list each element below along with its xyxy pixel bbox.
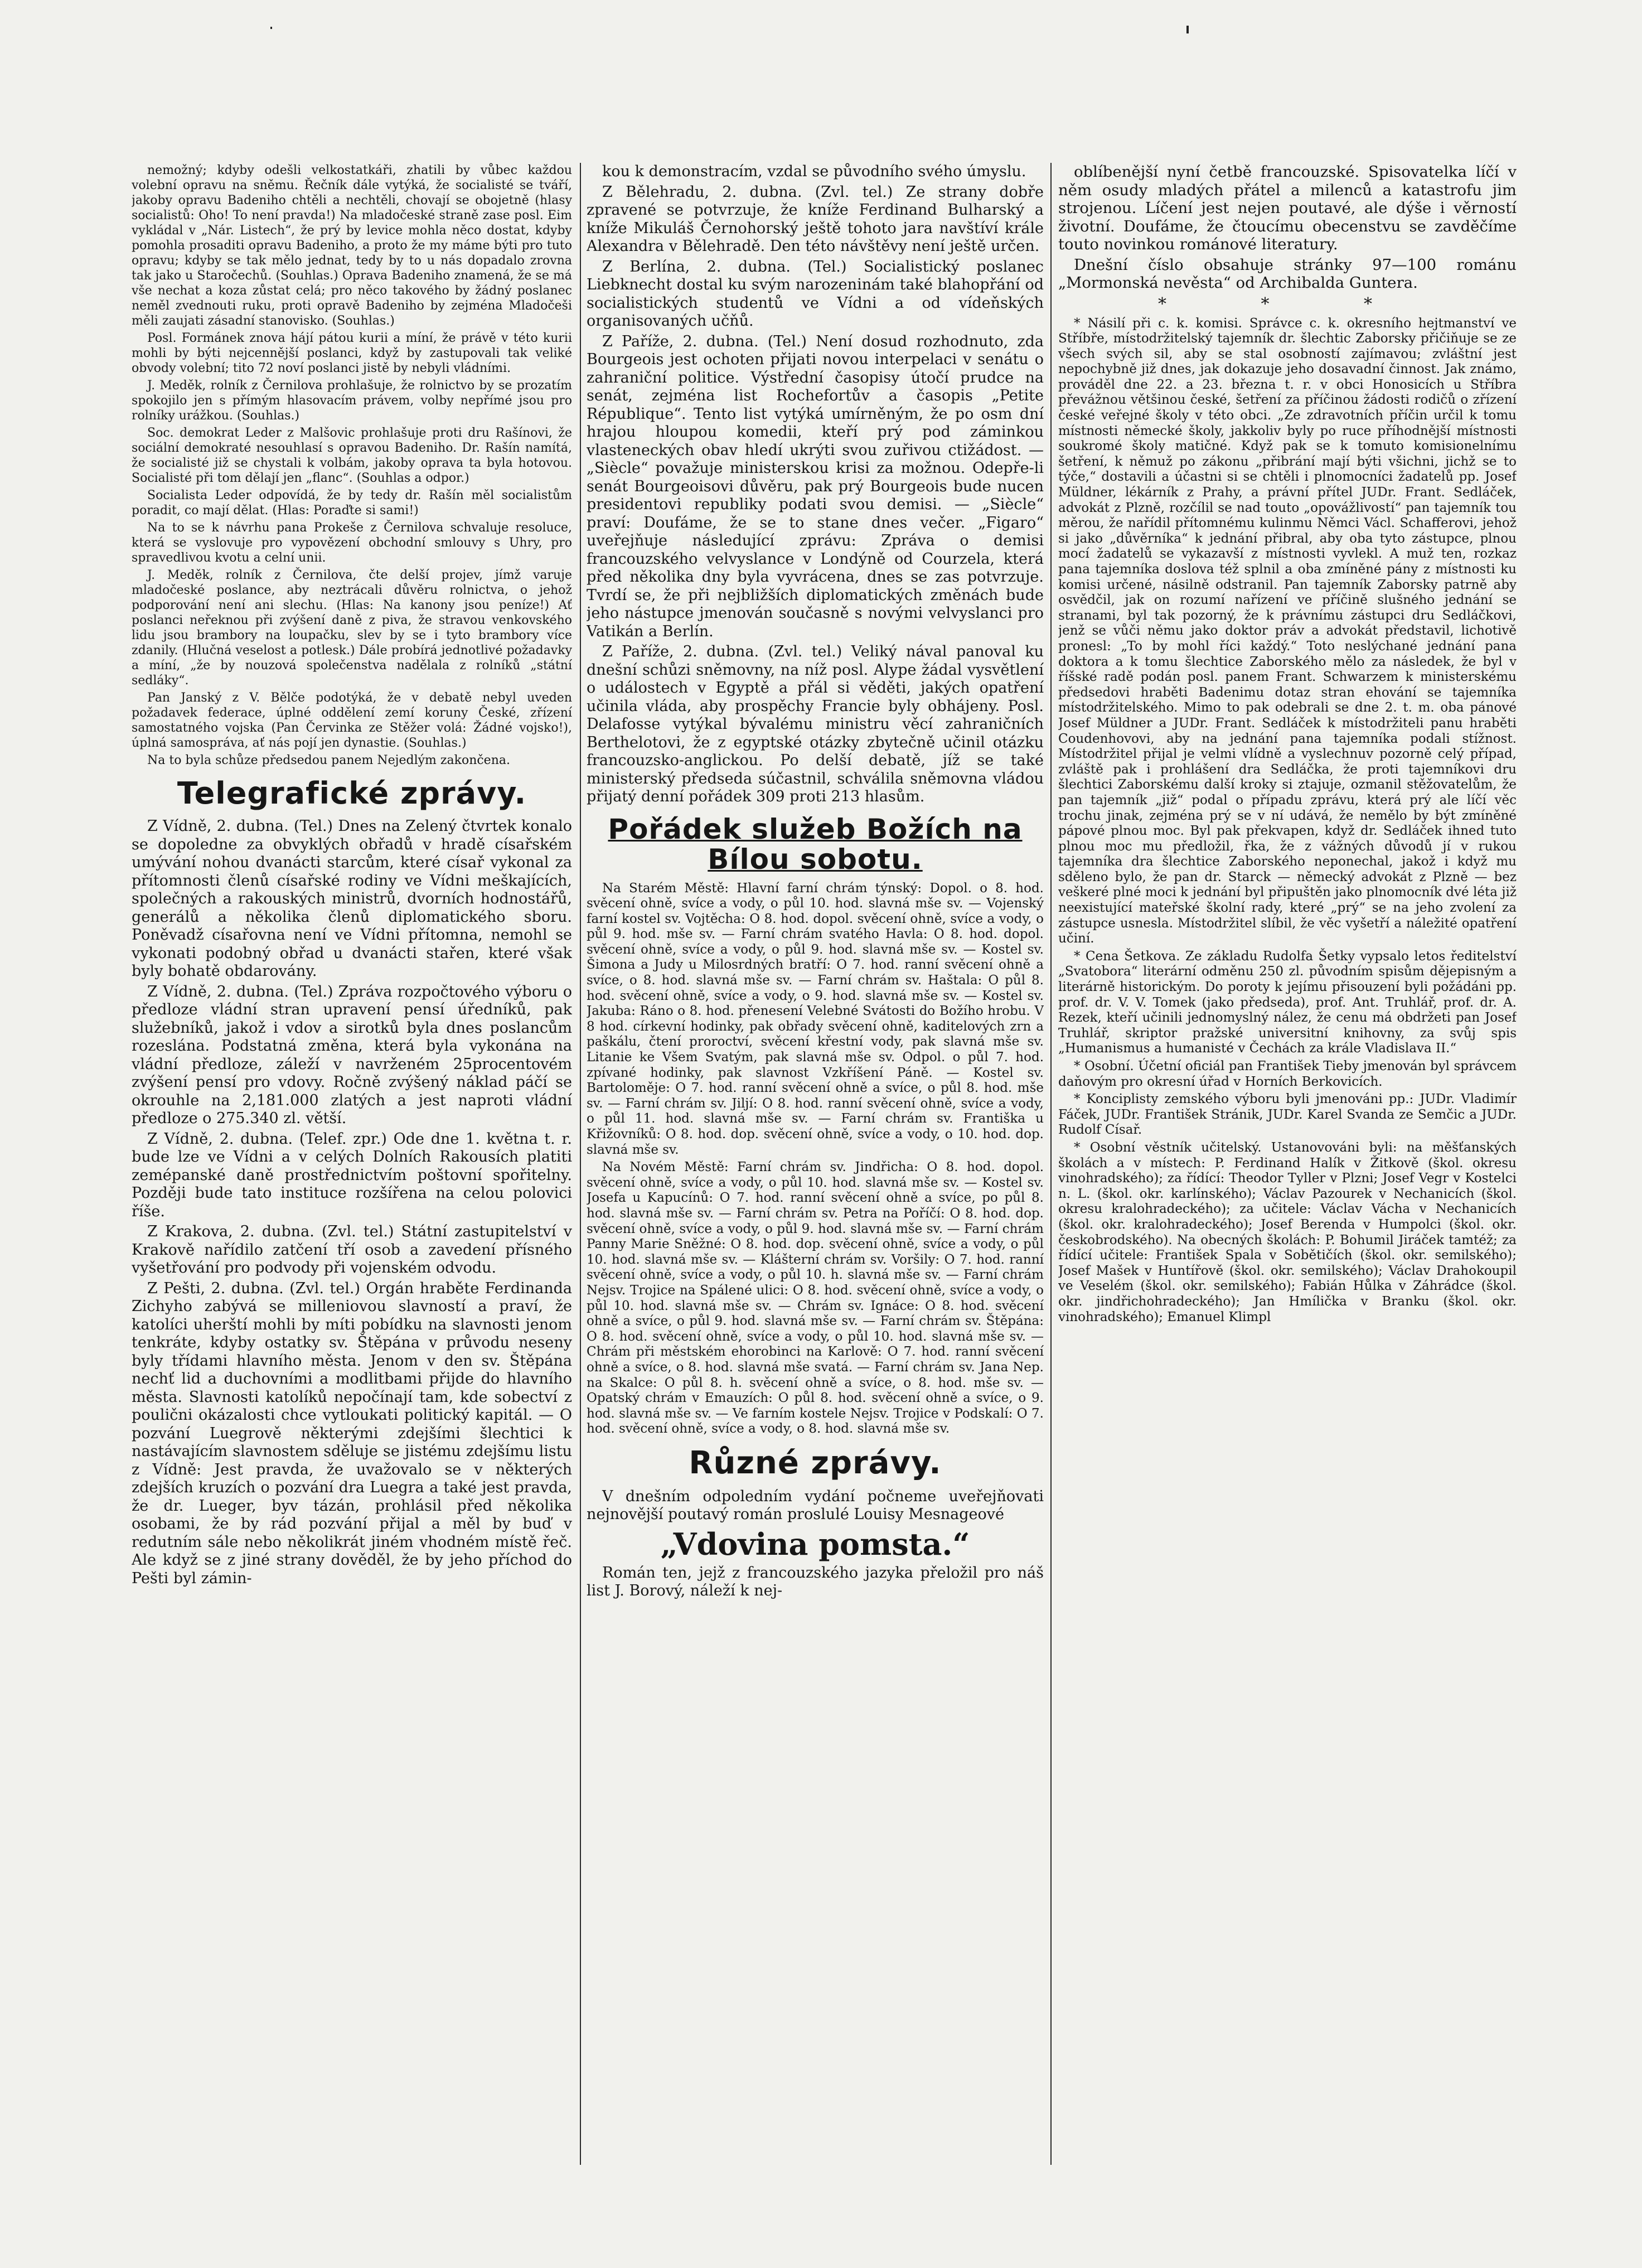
separator-stars: * * * xyxy=(1157,294,1417,314)
column-2 xyxy=(587,163,1044,2165)
paragraph: Na to byla schůze předsedou panem Nejedlým zakončena. xyxy=(147,753,510,767)
column-rule-2 xyxy=(1050,163,1052,2165)
column-1 xyxy=(132,163,572,2165)
col2-misc-paragraphs xyxy=(587,1488,1044,1524)
section-heading-misc: Různé zprávy. xyxy=(689,1444,942,1481)
paragraph: J. Meděk, rolník z Černilova, čte delší projev, jímž varuje mladočeské poslance, aby neztrácali důvěru rolnictva, o jehož podporování není ani slechu. (Hlas: Na kanony jsou peníze!) Ať poslanci neřeknou při zvýšení daně z piva, že stravou venkovského lidu jsou brambory na loupačku, slev by se i tyto brambory více zdanily. (Hlučná veselost a potlesk.) Dále probírá jednotlivé požadavky a míní, „že by nouzová společenstva nadělala z rolníků „státní sedláky“. xyxy=(132,568,572,688)
paragraph: Z Paříže, 2. dubna. (Tel.) Není dosud rozhodnuto, zda Bourgeois jest ochoten přijati novou interpelaci v senátu o zahraniční politice. Výstřední časopisy útočí prudce na senát, zejména list Rochefortův a časopis „Petite République“. Tento list vytýká umírněným, že po osm dní hrajou hloupou komedii, kteří prý pod záminkou vlasteneckých obav hledí ukrýti svou zuřivou ctižádost. — „Siècle“ považuje ministerskou krisi za možnou. Odepře-li senát Bourgeoisovi důvěru, pak prý Bourgeois bude nucen presidentovi republiky podati svou demisi. — „Siècle“ praví: Doufáme, že se to stane dnes večer. „Figaro“ uveřejňuje následující zprávu: Zpráva o demisi francouzského velvyslance v Londýně od Courzela, která před několika dny byla vyvrácena, dnes se zas potvrzuje. Tvrdí se, že při nejbližších diplomatických změnách bude jeho nástupce jmenován současně s novými velvyslanci pro Vatikán a Berlín. xyxy=(587,332,1044,640)
section-heading-services: Pořádek služeb Božích na Bílou sobotu. xyxy=(608,813,1023,876)
col1-telegram-paragraphs xyxy=(132,818,572,1588)
col2-top-paragraphs xyxy=(587,163,1044,806)
top-edge-mark-2 xyxy=(270,27,272,29)
paragraph: J. Meděk, rolník z Černilova prohlašuje, že rolnictvo by se prozatím spokojilo jen s přímým hlasovacím právem, volby nepřímé jsou pro rolníky urážkou. (Souhlas.) xyxy=(132,379,572,423)
paragraph: Z Vídně, 2. dubna. (Tel.) Dnes na Zelený čtvrtek konalo se dopoledne za obvyklých obřadů v hradě císařském umývání nohou dvanácti starcům, které císař vykonal za přítomnosti členů císařské rodiny ve Vídni meškajících, společných a rakouských ministrů, dvorních hodnostářů, generálů a několika členů diplomatického sboru. Poněvadž císařovna není ve Vídni přítomna, nemohl se vykonati podobný obřad u dvanácti stařen, které však byly bohatě obdarovány. xyxy=(132,818,572,980)
paragraph: Na to se k návrhu pana Prokeše z Černilova schvaluje resoluce, která se vyslovuje pro vypovězení obchodní smlouvy s Uhry, pro spravedlivou kvotu a celní unii. xyxy=(132,521,572,565)
paragraph: Z Pešti, 2. dubna. (Zvl. tel.) Orgán hraběte Ferdinanda Zichyho zabývá se milleniovou slavností a praví, že katolíci uherští mohli by míti pobídku na slavnosti jenom tenkráte, kdyby ostatky sv. Štěpána v průvodu neseny byly třídami hlavního města. Jenom v den sv. Štěpána nechť lid a duchovními a modlitbami přijde do hlavního města. Slavnosti katolíků nepočínají tam, kde sobectví z poulični okázalosti chce vytloukati politický kapitál. — O pozvání Luegrově některými zdejšími šlechtici k nastávajícím slavnostem sděluje se jistému zdejšímu listu z Vídně: Jest pravda, že uvažovalo se v některých zdejších kruzích o pozvání dra Luegra a také jest pravda, že dr. Lueger, byv tázán, prohlásil před několika osobami, že by rád pozvání přijal a měl by buď v redutním sále nebo několikrát jiném vhodném místě řeč. Ale když se z jiné strany dověděl, že by jeho příchod do Pešti byl zámin- xyxy=(132,1279,572,1587)
paragraph: Na Novém Městě: Farní chrám sv. Jindřicha: O 8. hod. dopol. svěcení ohně, svíce a vody, o půl 10. hod. slavná mše sv. — Kostel sv. Josefa u Kapucínů: O 7. hod. ranní svěcení ohně a svíce, po půl 8. hod. slavná mše sv. — Farní chrám sv. Petra na Poříčí: O 8. hod. dop. svěcení ohně, svíce a vody, o půl 9. hod. slavná mše sv. — Farní chrám Panny Marie Sněžné: O 8. hod. dop. svěcení ohně, svíce a vody, o půl 10. hod. slavná mše sv. — Klášterní chrám sv. Voršily: O 7. hod. ranní svěcení ohně, svíce a vody, o půl 10. h. slavná mše sv. — Farní chrám Nejsv. Trojice na Spálené ulici: O 8. hod. svěcení ohně, svíce a vody, o půl 10. hod. slavná mše sv. — Chrám sv. Ignáce: O 8. hod. svěcení ohně a svíce, o půl 9. hod. slavná mše sv. — Farní chrám sv. Štěpána: O 8. hod. svěcení ohně, svíce a vody, o půl 10. hod. slavná mše sv. — Chrám při městském ehorobinci na Karlově: O 7. hod. ranní svěcení ohně a svíce, o 8. hod. slavná mše svatá. — Farní chrám sv. Jana Nep. na Skalce: O půl 8. h. svěcení ohně a svíce, o 8. hod. mše sv. — Opatský chrám v Emauzích: O půl 8. hod. svěcení ohně a svíce, o 9. hod. slavná mše sv. — Ve farním kostele Nejsv. Trojice v Podskalí: O 7. hod. svěcení ohně, svíce a vody, o 8. hod. slavná mše sv. xyxy=(587,1160,1044,1437)
paragraph: Dnešní číslo obsahuje stránky 97—100 románu „Mormonská nevěsta“ od Archibalda Guntera. xyxy=(1058,255,1517,292)
col2-services-paragraphs xyxy=(587,881,1044,1437)
paragraph: Soc. demokrat Leder z Malšovic prohlašuje proti dru Rašínovi, že sociální demokraté nesouhlasí s opravou Badeniho. Dr. Rašín namítá, že socialisté již se chystali k volbám, jakoby oprava ta byla hotovou. Socialisté při tom dělají jen „flanc“. (Souhlas a odpor.) xyxy=(132,426,572,485)
paragraph: Z Vídně, 2. dubna. (Tel.) Zpráva rozpočtového výboru o předloze vládní stran upravení pensí úředníků, pak služebníků, jakož i vdov a sirotků byla dnes poslancům rozeslána. Podstatná změna, která byla vykonána na vládní předloze, záleží v navrženém 25procentovém zvýšení pensí pro vdovy. Ročně zvýšený náklad páčí se okrouhle na 2,181.000 zlatých a jest naproti vládní předloze o 275.340 zl. větší. xyxy=(132,983,572,1127)
paragraph: Na Starém Městě: Hlavní farní chrám týnský: Dopol. o 8. hod. svěcení ohně, svíce a vody, o půl 10. hod. slavná mše sv. — Vojenský farní kostel sv. Vojtěcha: O 8. hod. dopol. svěcení ohně, svíce a vody, o půl 9. hod. mše sv. — Farní chrám svatého Havla: O 8. hod. dopol. svěcení ohně, svíce a vody, o půl 9. hod. slavná mše sv. — Kostel sv. Šimona a Judy u Milosrdných bratří: O 7. hod. ranní svěcení ohně a svíce, o 8. hod. slavná mše sv. — Farní chrám sv. Haštala: O půl 8. hod. svěcení ohně, svíce a vody, o 9. hod. slavná mše sv. — Kostel sv. Jakuba: Ráno o 8. hod. přenesení Velebné Svátosti do Božího hrobu. V 8 hod. církevní hodinky, pak obřady svěcení ohně, kaditelových zrn a paškálu, čtení proroctví, svěcení křestní vody, pak slavná mše sv. Litanie ke Všem Svatým, pak slavná mše sv. Odpol. o půl 7. hod. zpívané hodinky, pak slavnost Vzkříšení Páně. — Kostel sv. Bartoloměje: O 7. hod. ranní svěcení ohně a svíce, o půl 8. hod. mše sv. — Farní chrám sv. Jiljí: O 8. hod. ranní svěcení ohně, svíce a vody, o půl 11. hod. slavná mše sv. — Farní chrám sv. Františka u Křižovníků: O 8. hod. dop. svěcení ohně, svíce a vody, o 10. hod. dop. slavná mše sv. xyxy=(587,881,1044,1157)
paragraph: Posl. Formánek znova hájí pátou kurii a míní, že právě v této kurii mohli by býti nejcennější poslanci, když by zastupovali tak veliké obvody volební; tito 72 noví poslanci jistě by nebyli vládními. xyxy=(132,331,572,375)
col1-top-paragraphs xyxy=(132,163,572,768)
column-rule-1 xyxy=(580,163,581,2165)
col2-end-paragraphs xyxy=(587,1564,1044,1600)
column-3 xyxy=(1058,163,1517,2165)
paragraph: Z Krakova, 2. dubna. (Zvl. tel.) Státní zastupitelství v Krakově nařídilo zatčení tří osob a zavedení přísného vyšetřování pro podvody při vojenském odvodu. xyxy=(132,1223,572,1276)
paragraph: oblíbenější nyní četbě francouzské. Spisovatelka líčí v něm osudy mladých přátel a milenců a katastrofu jim strojenou. Líčení jest nejen poutavé, ale dýše i věrností životní. Doufáme, že čtoucímu obecenstvu se zavděčíme touto novinkou románové literatury. xyxy=(1058,163,1517,253)
paragraph: Z Berlína, 2. dubna. (Tel.) Socialistický poslanec Liebknecht dostal ku svým narozeninám také blahopřání od socialistických studentů ve Vídni a od vídeňských organisovaných učňů. xyxy=(587,258,1044,330)
paragraph: kou k demonstracím, vzdal se původního svého úmyslu. xyxy=(602,163,1026,180)
paragraph: Socialista Leder odpovídá, že by tedy dr. Rašín měl socialistům poradit, co mají dělat. (Hlas: Poraďte si sami!) xyxy=(132,489,572,518)
paragraph: * Osobní věstník učitelský. Ustanovováni byli: na měšťanských školách a v místech: P. Ferdinand Halík v Žitkově (škol. okresu vinohradského); za řídící: Theodor Tyller v Plzni; Josef Vegr v Kostelci n. L. (škol. okr. karlínského); Václav Pazourek v Nechanicích (škol. okresu kralohradeckého); za učitele: Václav Vácha v Nechanicích (škol. okr. kralohradeckého); Josef Berenda v Humpolci (škol. okr. českobrodského). Na obecných školách: P. Bohumil Jiráček tamtéž; za řídící učitele: František Spala v Sobětičích (škol. okr. semilského); Josef Mašek v Huntířově (škol. okr. semilského); Václav Drahokoupil ve Veselém (škol. okr. semilského); Fabián Hůlka v Záhrádce (škol. okr. jindřichohradeckého); Jan Hmílička v Branku (škol. okr. vinohradského); Emanuel Klimpl xyxy=(1058,1140,1517,1324)
paragraph: Z Vídně, 2. dubna. (Telef. zpr.) Ode dne 1. května t. r. bude lze ve Vídni a v celých Dolních Rakousích platiti zemépanské daně prostřednictvím poštovní spořitelny. Později bude tato instituce rozšířena na celou polovici říše. xyxy=(132,1130,572,1220)
section-heading-telegrams: Telegrafické zprávy. xyxy=(177,776,527,811)
paragraph: Z Bělehradu, 2. dubna. (Zvl. tel.) Ze strany dobře zpravené se potvrzuje, že kníže Ferdinand Bulharský a kníže Mikuláš Černohorský ještě tohoto jara navštíví krále Alexandra v Bělehradě. Den této návštěvy není ještě určen. xyxy=(587,183,1044,255)
paragraph: Pan Janský z V. Bělče podotýká, že v debatě nebyl uveden požadavek federace, úplné oddělení zemí koruny České, zřízení samostatného vojska (Pan Červinka ze Stěžer volá: Žádné vojsko!), úplná samospráva, ať nás pojí jen dynastie. (Souhlas.) xyxy=(132,691,572,750)
top-edge-mark xyxy=(1186,26,1189,33)
col3-news-paragraphs xyxy=(1058,316,1517,1326)
paragraph: * Osobní. Účetní oficiál pan František Tieby jmenován byl správcem daňovým pro okresní úřad v Horních Berkovicích. xyxy=(1058,1059,1517,1089)
col3-top-paragraphs xyxy=(1058,163,1517,292)
novel-title: „Vdovina pomsta.“ xyxy=(660,1526,970,1562)
paragraph: Román ten, jejž z francouzského jazyka přeložil pro náš list J. Borový, náleží k nej- xyxy=(587,1564,1044,1600)
paragraph: * Cena Šetkova. Ze základu Rudolfa Šetky vypsalo letos ředitelství „Svatobora“ literární odměnu 250 zl. původním spisům dějepisným a literárně historickým. Do poroty k jejímu přisouzení byli požádáni pp. prof. dr. V. V. Tomek (jako předseda), prof. Ant. Truhlář, prof. dr. A. Rezek, kteří učinili jednomyslný nález, že cenu má obdržeti pan Josef Truhlář, skriptor pražské universitní knihovny, za svůj spis „Humanismus a humanisté v Čechách za krále Vladislava II.“ xyxy=(1058,949,1517,1056)
paragraph: * Násilí při c. k. komisi. Správce c. k. okresního hejtmanství ve Stříbře, místodržitelský tajemník dr. šlechtic Zaborsky přičiňuje se ze všech svých sil, aby se stal osobností zajímavou; zvláštní jest nepochybně již dnes, jak dokazuje jeho dosavadní činnost. Jak známo, prováděl dne 22. a 23. března t. r. v obci Honosicích u Stříbra převážnou většinou české, šetření za příčinou žádosti rodičů o zřízení české veřejné školy v této obci. „Ze zdravotních příčin určil k tomu místnosti německé školy, jakkoliv byly po ruce příhodnější místnosti soukromé školy matičné. Když pak se k tomuto komisionelnímu šetření, k němuž po zákonu „přibrání mají býti všichni, jichž se to týče,“ dostavili a účastni si se chtěli i plnomocníci žadatelů pp. Josef Müldner, lékárník z Prahy, a právní přítel JUDr. Frant. Sedláček, advokát z Plzně, rozčílil se nad touto „opovážlivostí“ pan tajemník tou měrou, že nařídil přítomnému kulinmu Němci Václ. Schafferovi, jehož si jako „důvěrníka“ k jednání přibral, aby oba tyto zástupce, plnou mocí žadatelů se vykazavší z místnosti vyvlekl. A muž ten, rozkaz pana tajemníka doslova též splnil a oba zmíněné pány z místnosti ku komisi určené, násilně odstranil. Pan tajemník Zaborsky patrně aby osvědčil, jak on rozumí nařízení ve příčině slušného jednání se stranami, byl tak pozorný, že k právnímu zástupci dru Sedláčkovi, jenž se vůči němu jako doktor práv a advokát představil, lichotivě pronesl: „To by mohl říci každý.“ Toto neslýchané jednání pana doktora a k tomu šlechtice Zaborského mělo za následek, že byl v říšské radě podán posl. panem Frant. Schwarzem k ministerskému předsedovi hraběti Badenimu dotaz stran ehování se tajemníka místodržitelského. Mimo to pak odebrali se dne 2. t. m. oba pánové Josef Müldner a JUDr. Frant. Sedláček k místodržiteli panu hraběti Coudenhovovi, aby na jednání pana tajemníka podali stížnost. Místodržitel přijal je velmi vlídně a vyslechnuv pozorně celý případ, zvláště pak i prohlášení dra Sedláčka, že proti tajemníkovi dru šlechtici Zaborskému další kroky si ztajuje, ozmanil stěžovatelům, že pan tajemník „již“ podal o případu zprávu, která prý ale líčí věc trochu jinak, zejména prý se v ní udává, že nemělo by být zmíněné pápové plnou moc. Byl pak překvapen, když dr. Sedláček ihned tuto plnou moc mu předložil, řka, že z vážných důvodů jí v rukou tajemníka dra šlechtice Zaborského neponechal, jakož i když mu sděleno bylo, že pan dr. Starck — německý advokát z Plzně — bez veškeré plné moci k jednání byl připuštěn jako plnomocník dvé léta již neexistující mateřské školní rady, které „prý“ se na jeho zvolení za zástupce usnesla. Místodržitel slíbil, že věc vyšetří a náležité opatření učiní. xyxy=(1058,316,1517,946)
paragraph: * Konciplisty zemského výboru byli jmenováni pp.: JUDr. Vladimír Fáček, JUDr. František Stránik, JUDr. Karel Svanda ze Semčic a JUDr. Rudolf Císař. xyxy=(1058,1092,1517,1138)
paragraph: Z Paříže, 2. dubna. (Zvl. tel.) Veliký nával panoval ku dnešní schůzi sněmovny, na níž posl. Alype žádal vysvětlení o událostech v Egyptě a přál si věděti, jakých opatření učinila vláda, aby prospěchy Francie byly obhájeny. Posl. Delafosse vytýkal bývalému ministru věcí zahraničních Berthelotovi, že z egyptské otázky zbytečně učinil otázku francouzsko-anglickou. Po delší debatě, jíž se také ministerský předseda súčastnil, schválila sněmovna vládou přijatý denní pořádek 309 proti 213 hlasům. xyxy=(587,643,1044,805)
paragraph: nemožný; kdyby odešli velkostatkáři, zhatili by vůbec každou volební opravu na sněmu. Řečník dále vytýká, že socialisté se tváří, jakoby opravu Badeniho chtěli a nechtěli, chovají se obojetně (hlasy socialistů: Oho! To není pravda!) Na mladočeské straně zase posl. Eim vykládal v „Nár. Listech“, že prý by levice mohla něco dostat, kdyby pomohla prosaditi opravu Badeniho, a proto že my máme býti pro tuto opravu; kdyby se tak mělo jednat, tedy by to u nás dopadalo zrovna tak jako u Staročechů. (Souhlas.) Oprava Badeniho znamená, že se má vše nechat a koza zůstat celá; pro něco takového by žádný poslanec neměl zvednouti ruku, proti opravě Badeniho by zejména Mladočeši měli zaujati zásadní stanovisko. (Souhlas.) xyxy=(132,163,572,328)
paragraph: V dnešním odpoledním vydání počneme uveřejňovati nejnovější poutavý román proslulé Louisy Mesnageové xyxy=(587,1487,1044,1524)
